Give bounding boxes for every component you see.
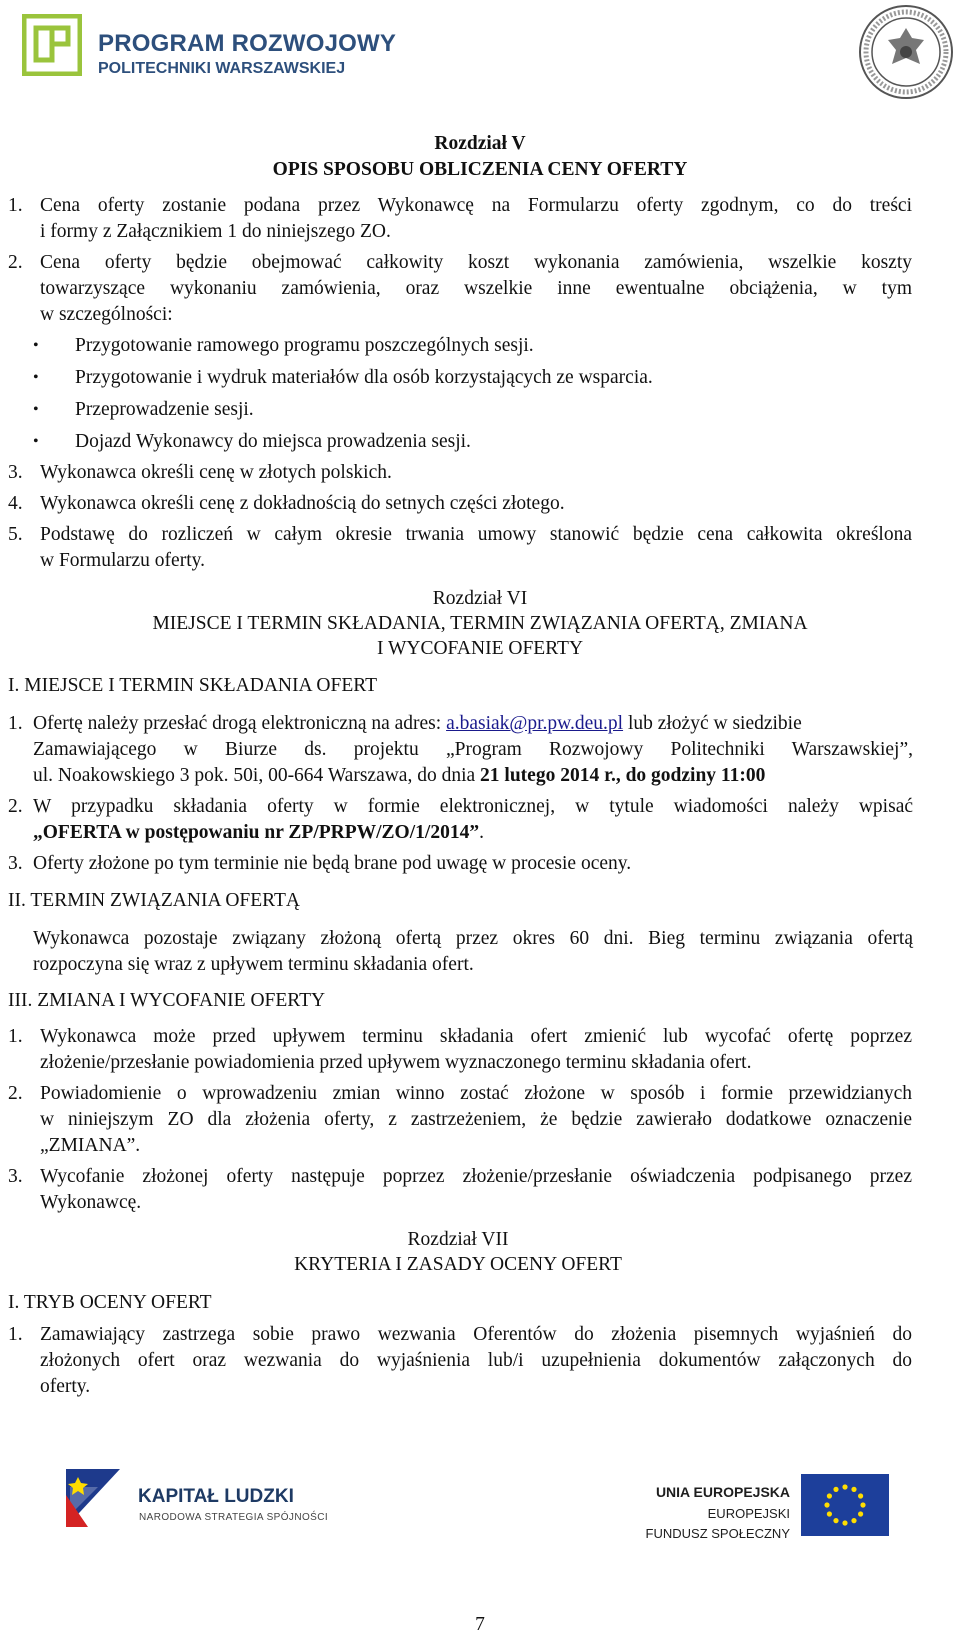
paragraph-line: W przypadku składania oferty w formie elektronicznej, w tytule wiadomości należy wpisać xyxy=(33,796,913,817)
item-number: 3. xyxy=(8,462,23,483)
paragraph-line: Wycofanie złożonej oferty następuje poprzez złożenie/przesłanie oświadczenia podpisanego przez xyxy=(40,1166,912,1187)
bullet-point: • xyxy=(33,337,39,354)
item-number: 2. xyxy=(8,252,23,273)
paragraph-line: rozpoczyna się wraz z upływem terminu składania ofert. xyxy=(33,954,474,975)
paragraph-line: Podstawę do rozliczeń w całym okresie trwania umowy stanowić będzie cena całkowita określona xyxy=(40,524,912,545)
paragraph-line: Cena oferty zostanie podana przez Wykonawcę na Formularzu oferty zgodnym, co do treści xyxy=(40,195,912,216)
chapter-7-title: Rozdział VII xyxy=(407,1229,509,1250)
item-number: 1. xyxy=(8,713,23,734)
paragraph-line: „ZMIANA”. xyxy=(40,1135,141,1156)
item-number: 1. xyxy=(8,195,23,216)
chapter-6-subtitle: MIEJSCE I TERMIN SKŁADANIA, TERMIN ZWIĄZANIA OFERTĄ, ZMIANA xyxy=(152,613,808,634)
text-run: Ofertę należy przesłać drogą elektroniczną na adres: xyxy=(33,713,447,734)
paragraph-line: Oferty złożone po tym terminie nie będą brane pod uwagę w procesie oceny. xyxy=(33,853,632,874)
bullet-point: • xyxy=(33,369,39,386)
kapital-ludzki-title: KAPITAŁ LUDZKI xyxy=(138,1486,294,1507)
list-item: Przeprowadzenie sesji. xyxy=(75,399,254,420)
item-number: 4. xyxy=(8,493,23,514)
paragraph-line xyxy=(33,763,765,789)
chapter-5-title: Rozdział V xyxy=(434,133,526,154)
paragraph-line xyxy=(33,820,484,846)
item-number: 2. xyxy=(8,796,23,817)
eu-label-3: FUNDUSZ SPOŁECZNY xyxy=(645,1526,790,1541)
section-heading: III. ZMIANA I WYCOFANIE OFERTY xyxy=(8,990,326,1011)
bullet-point: • xyxy=(33,401,39,418)
paragraph-line: Zamawiającego w Biurze ds. projektu „Program Rozwojowy Politechniki Warszawskiej”, xyxy=(33,739,913,760)
list-item: Przygotowanie ramowego programu poszczególnych sesji. xyxy=(75,335,534,356)
item-number: 2. xyxy=(8,1083,23,1104)
page-number: 7 xyxy=(475,1614,485,1635)
logo-line-2: POLITECHNIKI WARSZAWSKIEJ xyxy=(98,60,346,77)
list-item: Dojazd Wykonawcy do miejsca prowadzenia sesji. xyxy=(75,431,471,452)
chapter-5-subtitle: OPIS SPOSOBU OBLICZENIA CENY OFERTY xyxy=(272,159,688,180)
chapter-7-subtitle: KRYTERIA I ZASADY OCENY OFERT xyxy=(294,1254,622,1275)
paragraph-line: Zamawiający zastrzega sobie prawo wezwania Oferentów do złożenia pisemnych wyjaśnień do xyxy=(40,1324,912,1345)
eu-flag-icon xyxy=(801,1474,889,1536)
section-heading: II. TERMIN ZWIĄZANIA OFERTĄ xyxy=(8,890,301,911)
item-number: 1. xyxy=(8,1026,23,1047)
deadline-text: 21 lutego 2014 r., do godziny 11:00 xyxy=(480,765,766,786)
text-run: ul. Noakowskiego 3 pok. 50i, 00-664 Warszawa, do dnia xyxy=(33,765,481,786)
paragraph-line: towarzyszące wykonaniu zamówienia, oraz wszelkie inne ewentualne obciążenia, w tym xyxy=(40,278,912,299)
paragraph-line: i formy z Załącznikiem 1 do niniejszego ZO. xyxy=(40,221,391,242)
email-link[interactable]: a.basiak@pr.pw.deu.pl xyxy=(446,713,624,734)
paragraph-line: Powiadomienie o wprowadzeniu zmian winno zostać złożone w sposób i formie przewidzianych xyxy=(40,1083,912,1104)
paragraph-line: w Formularzu oferty. xyxy=(40,550,205,571)
eu-label-2: EUROPEJSKI xyxy=(707,1506,790,1521)
paragraph-line: oferty. xyxy=(40,1376,91,1397)
paragraph-line: Wykonawca określi cenę w złotych polskich. xyxy=(40,462,392,483)
kapital-ludzki-subtitle: NARODOWA STRATEGIA SPÓJNOŚCI xyxy=(139,1512,329,1523)
paragraph-line: w niniejszym ZO dla złożenia oferty, z zastrzeżeniem, że będzie zawierało dodatkowe oznaczenie xyxy=(40,1109,912,1130)
reference-number: „OFERTA w postępowaniu nr ZP/PRPW/ZO/1/2014” xyxy=(33,822,480,843)
paragraph-line: Wykonawca pozostaje związany złożoną ofertą przez okres 60 dni. Bieg terminu związania ofertą xyxy=(33,928,913,949)
paragraph-line: Cena oferty będzie obejmować całkowity koszt wykonania zamówienia, wszelkie koszty xyxy=(40,252,912,273)
chapter-6-title: Rozdział VI xyxy=(432,588,528,609)
eu-label-1: UNIA EUROPEJSKA xyxy=(655,1484,790,1500)
section-heading: I. TRYB OCENY OFERT xyxy=(8,1292,212,1313)
paragraph-line: złożenie/przesłanie powiadomienia przed upływem wyznaczonego terminu składania ofert. xyxy=(40,1052,752,1073)
bullet-point: • xyxy=(33,433,39,450)
paragraph-line: Wykonawca określi cenę z dokładnością do setnych części złotego. xyxy=(40,493,565,514)
item-number: 5. xyxy=(8,524,23,545)
item-number: 1. xyxy=(8,1324,23,1345)
kapital-ludzki-logo-icon xyxy=(58,1465,128,1531)
university-seal-icon xyxy=(858,4,954,100)
chapter-6-subtitle: I WYCOFANIE OFERTY xyxy=(376,638,584,659)
paragraph-line: Wykonawcę. xyxy=(40,1192,142,1213)
logo-line-1: PROGRAM ROZWOJOWY xyxy=(98,30,397,57)
paragraph-line: złożonych ofert oraz wezwania do wyjaśnienia lub/i uzupełnienia dokumentów załączonych do xyxy=(40,1350,912,1371)
list-item: Przygotowanie i wydruk materiałów dla osób korzystających ze wsparcia. xyxy=(75,367,653,388)
paragraph-line: w szczególności: xyxy=(40,304,173,325)
item-number: 3. xyxy=(8,853,23,874)
paragraph-line: Wykonawca może przed upływem terminu składania ofert zmienić lub wycofać ofertę poprzez xyxy=(40,1026,912,1047)
paragraph-line xyxy=(33,711,913,737)
text-run: lub złożyć w siedzibie xyxy=(623,713,802,734)
program-rozwojowy-logo-icon xyxy=(22,14,82,76)
item-number: 3. xyxy=(8,1166,23,1187)
section-heading: I. MIEJSCE I TERMIN SKŁADANIA OFERT xyxy=(8,675,377,696)
text-run: . xyxy=(479,822,484,843)
